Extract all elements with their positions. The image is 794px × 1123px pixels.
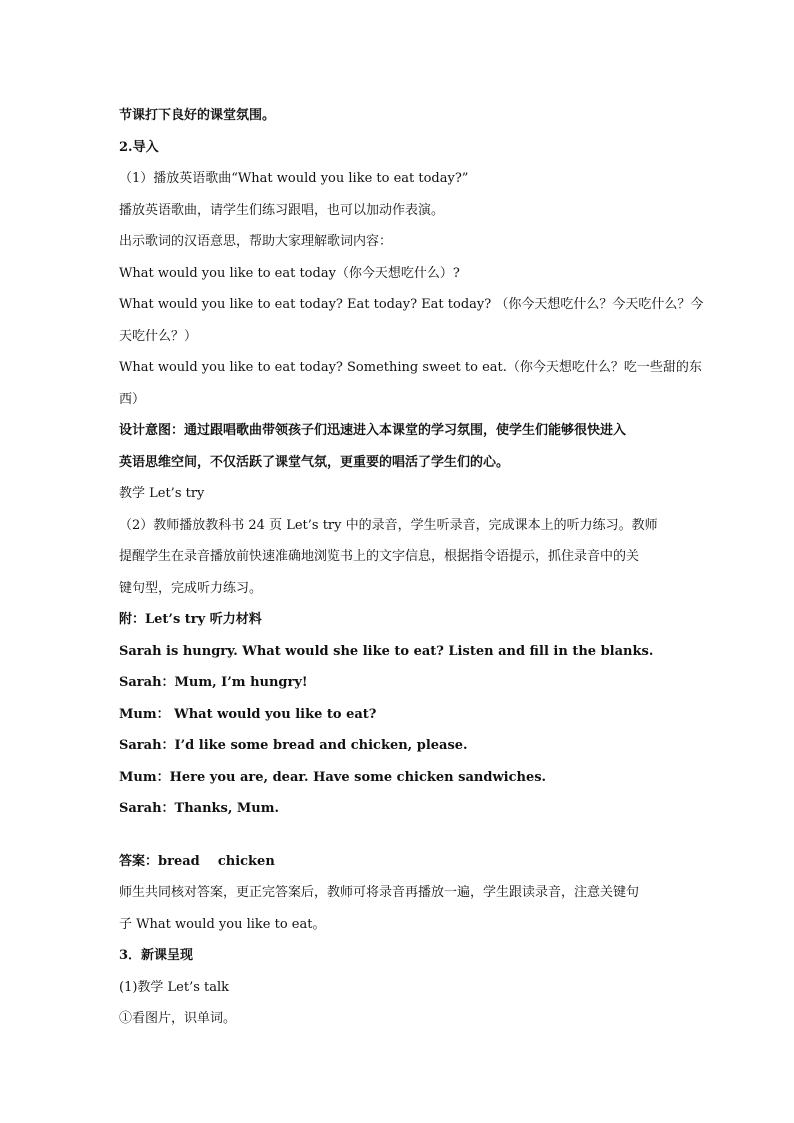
lyric-line: 天吃什么？） bbox=[119, 328, 198, 344]
paragraph-line: 键句型，完成听力练习。 bbox=[119, 580, 263, 596]
dialogue-line: Sarah：Mum, I’m hungry! bbox=[119, 675, 308, 690]
lyric-line: What would you like to eat today（你今天想吃什么）? bbox=[119, 265, 460, 281]
section-heading-new-lesson: 3．新课呈现 bbox=[119, 948, 194, 963]
dialogue-line: Mum： What would you like to eat? bbox=[119, 706, 377, 722]
paragraph-line: （2）教师播放教科书 24 页 Let’s try 中的录音，学生听录音，完成课本上的听力练习。教师 bbox=[119, 517, 658, 533]
paragraph-line: 教学 Let’s try bbox=[119, 486, 205, 501]
section-heading-intro: 2.导入 bbox=[119, 139, 159, 155]
paragraph-line: 提醒学生在录音播放前快速准确地浏览书上的文字信息，根据指令语提示，抓住录音中的关 bbox=[119, 549, 640, 564]
dialogue-line: Sarah：Thanks, Mum. bbox=[119, 801, 280, 816]
paragraph-line: 出示歌词的汉语意思，帮助大家理解歌词内容： bbox=[119, 234, 393, 249]
answer-line: 答案：bread chicken bbox=[119, 853, 275, 869]
paragraph-line: （1）播放英语歌曲“What would you like to eat today?” bbox=[119, 171, 469, 186]
listening-material-heading: 附：Let’s try 听力材料 bbox=[119, 612, 262, 627]
dialogue-line: Sarah is hungry. What would she like to eat? Listen and fill in the blanks. bbox=[119, 643, 654, 659]
paragraph-line: (1)教学 Let’s talk bbox=[119, 979, 230, 995]
paragraph-line: 节课打下良好的课堂氛围。 bbox=[119, 108, 276, 123]
paragraph-line: 子 What would you like to eat。 bbox=[119, 916, 326, 932]
design-intent-line: 设计意图：通过跟唱歌曲带领孩子们迅速进入本课堂的学习氛围，使学生们能够很快进入 bbox=[119, 423, 627, 438]
dialogue-line: Mum：Here you are, dear. Have some chicken sandwiches. bbox=[119, 769, 547, 785]
blank-spacer bbox=[119, 825, 679, 846]
paragraph-line: 播放英语歌曲，请学生们练习跟唱，也可以加动作表演。 bbox=[119, 202, 445, 218]
lyric-line: 西） bbox=[119, 391, 146, 407]
document-body bbox=[119, 100, 704, 1035]
dialogue-line: Sarah：I’d like some bread and chicken, please. bbox=[119, 738, 468, 753]
lyric-line: What would you like to eat today? Eat today? Eat today? （你今天想吃什么？今天吃什么？今 bbox=[119, 297, 704, 312]
paragraph-line: ①看图片，识单词。 bbox=[119, 1011, 237, 1026]
design-intent-line: 英语思维空间，不仅活跃了课堂气氛，更重要的唱活了学生们的心。 bbox=[119, 454, 510, 470]
lyric-line: What would you like to eat today? Something sweet to eat.（你今天想吃什么？吃一些甜的东 bbox=[119, 360, 702, 375]
paragraph-line: 师生共同核对答案，更正完答案后，教师可将录音再播放一遍，学生跟读录音，注意关键句 bbox=[119, 885, 640, 900]
